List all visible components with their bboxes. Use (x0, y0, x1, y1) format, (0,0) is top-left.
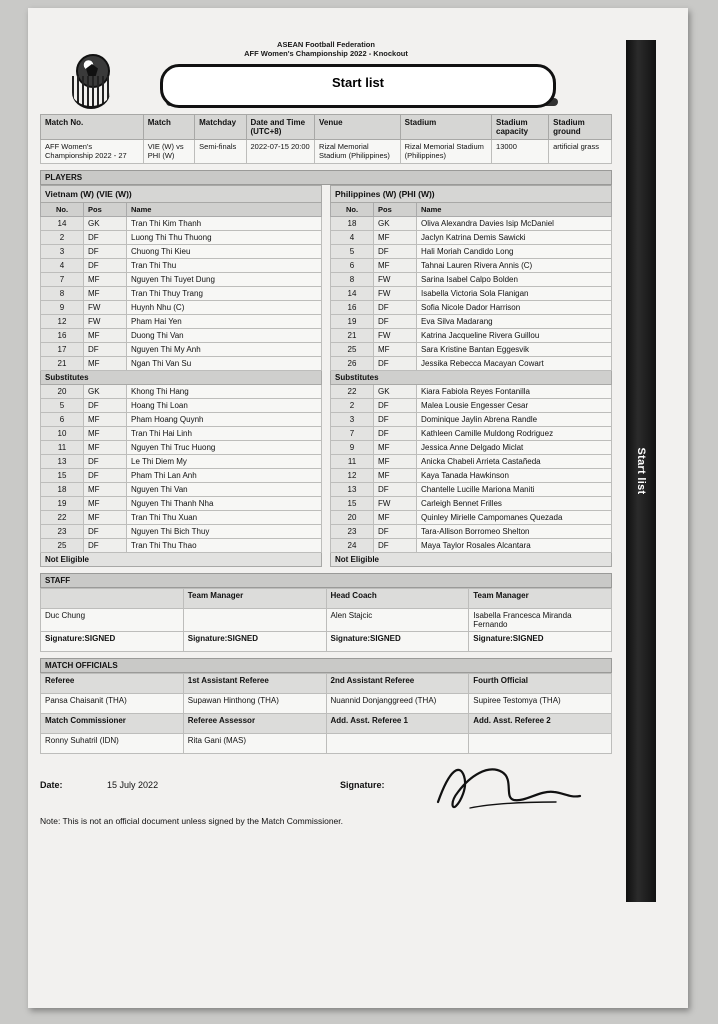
player-name: Duong Thi Van (127, 328, 322, 342)
table-row (331, 454, 612, 468)
staff-label: STAFF (41, 573, 612, 587)
value-add-asst-referee-2 (469, 733, 612, 753)
player-pos: DF (374, 538, 417, 552)
player-pos: MF (84, 510, 127, 524)
staff-right-manager-label: Team Manager (469, 588, 612, 608)
player-pos: FW (374, 286, 417, 300)
team-2-table (330, 185, 612, 567)
col-stadium-ground: Stadium ground (549, 115, 612, 140)
start-list-document (40, 40, 612, 826)
player-pos: DF (374, 482, 417, 496)
player-no: 24 (331, 538, 374, 552)
player-no: 25 (41, 538, 84, 552)
player-no: 22 (331, 384, 374, 398)
player-name: Ngan Thi Van Su (127, 356, 322, 370)
player-pos: MF (84, 286, 127, 300)
label-fourth-official: Fourth Official (469, 673, 612, 693)
player-name: Nguyen Thi Thanh Nha (127, 496, 322, 510)
team-1-name: Vietnam (W) (VIE (W)) (41, 185, 322, 202)
val-matchday: Semi-finals (195, 140, 246, 164)
player-name: Nguyen Thi Truc Huong (127, 440, 322, 454)
player-no: 18 (41, 482, 84, 496)
player-pos: DF (374, 314, 417, 328)
player-no: 23 (41, 524, 84, 538)
player-no: 23 (331, 524, 374, 538)
player-pos: DF (374, 398, 417, 412)
player-no: 15 (41, 468, 84, 482)
staff-left-manager-name (183, 608, 326, 631)
player-name: Nguyen Thi Van (127, 482, 322, 496)
value-1st-assistant-referee: Supawan Hinthong (THA) (183, 693, 326, 713)
staff-name-row (41, 608, 612, 631)
table-row (41, 510, 322, 524)
officials-value-row-1 (41, 693, 612, 713)
match-officials-label: MATCH OFFICIALS (41, 658, 612, 672)
col-stadium-capacity: Stadium capacity (492, 115, 549, 140)
value-referee-assessor: Rita Gani (MAS) (183, 733, 326, 753)
player-pos: DF (374, 524, 417, 538)
player-pos: DF (374, 356, 417, 370)
label-match-commissioner: Match Commissioner (41, 713, 184, 733)
staff-right-manager-signature: Signature:SIGNED (469, 631, 612, 651)
signature-label: Signature: (340, 779, 385, 790)
player-no: 14 (331, 286, 374, 300)
player-name: Tran Thi Thu Thao (127, 538, 322, 552)
player-name: Tran Thi Thu Xuan (127, 510, 322, 524)
staff-right-coach-label: Head Coach (326, 588, 469, 608)
document-footer (40, 780, 612, 826)
player-pos: GK (84, 216, 127, 230)
player-no: 5 (41, 398, 84, 412)
staff-right-coach-name: Alen Stajcic (326, 608, 469, 631)
player-name: Nguyen Thi Tuyet Dung (127, 272, 322, 286)
player-name: Tran Thi Thu (127, 258, 322, 272)
player-pos: MF (374, 342, 417, 356)
player-pos: MF (84, 412, 127, 426)
col-match-no: Match No. (41, 115, 144, 140)
player-no: 19 (331, 314, 374, 328)
val-match-no: AFF Women's Championship 2022 - 27 (41, 140, 144, 164)
table-row (41, 440, 322, 454)
player-no: 18 (331, 216, 374, 230)
table-row (331, 482, 612, 496)
player-no: 9 (331, 440, 374, 454)
table-row (331, 384, 612, 398)
player-pos: DF (84, 244, 127, 258)
table-row (41, 538, 322, 552)
table-row (331, 496, 612, 510)
staff-role-row (41, 588, 612, 608)
player-no: 20 (41, 384, 84, 398)
table-row (41, 258, 322, 272)
binder-strip (626, 40, 656, 902)
player-name: Sofia Nicole Dador Harrison (417, 300, 612, 314)
player-pos: FW (84, 314, 127, 328)
player-no: 7 (41, 272, 84, 286)
value-add-asst-referee-1 (326, 733, 469, 753)
player-no: 26 (331, 356, 374, 370)
team-2-col-no: No. (331, 202, 374, 216)
staff-right-manager-name: Isabella Francesca Miranda Fernando (469, 608, 612, 631)
player-name: Chantelle Lucille Mariona Maniti (417, 482, 612, 496)
table-row (331, 510, 612, 524)
player-name: Oliva Alexandra Davies Isip McDaniel (417, 216, 612, 230)
table-row (331, 314, 612, 328)
table-row (331, 286, 612, 300)
table-row (331, 356, 612, 370)
player-no: 11 (41, 440, 84, 454)
table-row (331, 258, 612, 272)
team-1-col-name: Name (127, 202, 322, 216)
player-no: 12 (331, 468, 374, 482)
federation-line-2: AFF Women's Championship 2022 - Knockout (244, 49, 408, 59)
col-venue: Venue (315, 115, 401, 140)
player-no: 14 (41, 216, 84, 230)
date-label: Date: (40, 779, 63, 790)
team-column-philippines (330, 185, 612, 567)
player-no: 4 (41, 258, 84, 272)
table-row (41, 412, 322, 426)
player-pos: FW (84, 300, 127, 314)
player-pos: MF (374, 440, 417, 454)
table-row (41, 342, 322, 356)
match-info-header-row (41, 115, 612, 140)
player-no: 25 (331, 342, 374, 356)
team-2-name: Philippines (W) (PHI (W)) (331, 185, 612, 202)
player-pos: DF (84, 230, 127, 244)
player-name: Luong Thi Thu Thuong (127, 230, 322, 244)
table-row (41, 496, 322, 510)
table-row (41, 524, 322, 538)
player-pos: GK (84, 384, 127, 398)
player-pos: MF (84, 440, 127, 454)
player-name: Nguyen Thi Bich Thuy (127, 524, 322, 538)
player-name: Dominique Jaylin Abrena Randle (417, 412, 612, 426)
player-pos: MF (84, 426, 127, 440)
col-match: Match (143, 115, 194, 140)
player-name: Kathleen Camille Muldong Rodriguez (417, 426, 612, 440)
team-2-col-pos: Pos (374, 202, 417, 216)
label-add-asst-referee-1: Add. Asst. Referee 1 (326, 713, 469, 733)
players-section-header (40, 170, 612, 185)
team-1-table (40, 185, 322, 567)
player-name: Isabella Victoria Sola Flanigan (417, 286, 612, 300)
value-fourth-official: Supiree Testomya (THA) (469, 693, 612, 713)
handwritten-signature-icon (430, 758, 590, 814)
player-pos: MF (374, 468, 417, 482)
player-no: 6 (41, 412, 84, 426)
player-name: Carleigh Bennet Frilles (417, 496, 612, 510)
label-2nd-assistant-referee: 2nd Assistant Referee (326, 673, 469, 693)
table-row (41, 398, 322, 412)
match-info-table (40, 114, 612, 164)
binder-label: Start list (635, 447, 647, 495)
player-name: Sara Kristine Bantan Eggesvik (417, 342, 612, 356)
team-1-col-pos: Pos (84, 202, 127, 216)
player-name: Jessica Anne Delgado Miclat (417, 440, 612, 454)
table-row (41, 328, 322, 342)
players-label: PLAYERS (41, 170, 612, 184)
player-name: Nguyen Thi My Anh (127, 342, 322, 356)
table-row (331, 440, 612, 454)
federation-crest-icon (72, 54, 118, 106)
table-row (41, 454, 322, 468)
player-pos: MF (374, 510, 417, 524)
player-pos: MF (374, 454, 417, 468)
player-no: 10 (41, 426, 84, 440)
player-pos: DF (374, 426, 417, 440)
player-no: 7 (331, 426, 374, 440)
player-name: Malea Lousie Engesser Cesar (417, 398, 612, 412)
staff-signature-row (41, 631, 612, 651)
table-row (41, 244, 322, 258)
player-pos: FW (374, 328, 417, 342)
val-stadium: Rizal Memorial Stadium (Philippines) (400, 140, 491, 164)
team-1-substitutes-label: Substitutes (41, 370, 322, 384)
staff-left-person-signature: Signature:SIGNED (41, 631, 184, 651)
value-match-commissioner: Ronny Suhatril (IDN) (41, 733, 184, 753)
federation-line-1: ASEAN Football Federation (277, 40, 375, 49)
player-name: Eva Silva Madarang (417, 314, 612, 328)
table-row (331, 468, 612, 482)
officials-table (40, 673, 612, 754)
staff-table (40, 588, 612, 652)
player-no: 19 (41, 496, 84, 510)
team-1-col-no: No. (41, 202, 84, 216)
staff-section-header (40, 573, 612, 588)
player-name: Maya Taylor Rosales Alcantara (417, 538, 612, 552)
staff-left-manager-signature: Signature:SIGNED (183, 631, 326, 651)
player-pos: MF (84, 328, 127, 342)
col-matchday: Matchday (195, 115, 246, 140)
table-row (41, 314, 322, 328)
page-title: Start list (331, 75, 384, 90)
label-1st-assistant-referee: 1st Assistant Referee (183, 673, 326, 693)
player-pos: DF (84, 398, 127, 412)
footer-note: Note: This is not an official document unless signed by the Match Commissioner. (40, 815, 344, 826)
label-add-asst-referee-2: Add. Asst. Referee 2 (469, 713, 612, 733)
player-no: 8 (331, 272, 374, 286)
table-row (41, 426, 322, 440)
player-pos: DF (374, 300, 417, 314)
player-pos: MF (374, 230, 417, 244)
player-name: Kiara Fabiola Reyes Fontanilla (417, 384, 612, 398)
val-stadium-ground: artificial grass (549, 140, 612, 164)
player-pos: FW (374, 272, 417, 286)
player-name: Jaclyn Katrina Demis Sawicki (417, 230, 612, 244)
team-2-col-name: Name (417, 202, 612, 216)
table-row (331, 398, 612, 412)
player-no: 21 (41, 356, 84, 370)
player-no: 16 (41, 328, 84, 342)
player-no: 13 (41, 454, 84, 468)
table-row (41, 300, 322, 314)
player-pos: DF (84, 468, 127, 482)
player-pos: FW (374, 496, 417, 510)
val-match: VIE (W) vs PHI (W) (143, 140, 194, 164)
team-2-not-eligible: Not Eligible (331, 552, 612, 566)
table-row (331, 272, 612, 286)
player-no: 15 (331, 496, 374, 510)
col-date-time: Date and Time (UTC+8) (246, 115, 315, 140)
player-pos: DF (84, 258, 127, 272)
staff-left-role-blank (41, 588, 184, 608)
table-row (41, 482, 322, 496)
team-2-substitutes-label: Substitutes (331, 370, 612, 384)
val-date-time: 2022-07-15 20:00 (246, 140, 315, 164)
val-venue: Rizal Memorial Stadium (Philippines) (315, 140, 401, 164)
player-pos: DF (84, 342, 127, 356)
player-no: 6 (331, 258, 374, 272)
player-pos: MF (84, 482, 127, 496)
player-name: Anicka Chabeli Arrieta Castañeda (417, 454, 612, 468)
player-name: Tran Thi Thuy Trang (127, 286, 322, 300)
player-name: Kaya Tanada Hawkinson (417, 468, 612, 482)
date-value: 15 July 2022 (107, 779, 159, 790)
table-row (331, 216, 612, 230)
table-row (331, 230, 612, 244)
player-name: Jessika Rebecca Macayan Cowart (417, 356, 612, 370)
player-pos: GK (374, 384, 417, 398)
player-name: Tran Thi Hai Linh (127, 426, 322, 440)
player-pos: MF (84, 356, 127, 370)
officials-label-row-1 (41, 673, 612, 693)
player-no: 11 (331, 454, 374, 468)
team-column-vietnam (40, 185, 322, 567)
player-no: 12 (41, 314, 84, 328)
table-row (331, 342, 612, 356)
player-pos: DF (84, 538, 127, 552)
table-row (41, 286, 322, 300)
player-no: 2 (331, 398, 374, 412)
label-referee: Referee (41, 673, 184, 693)
table-row (331, 300, 612, 314)
document-title-box (160, 64, 556, 108)
player-pos: DF (84, 454, 127, 468)
table-row (41, 468, 322, 482)
player-name: Pham Hai Yen (127, 314, 322, 328)
player-pos: MF (84, 272, 127, 286)
val-stadium-capacity: 13000 (492, 140, 549, 164)
player-pos: MF (374, 258, 417, 272)
player-pos: DF (374, 412, 417, 426)
staff-left-person: Duc Chung (41, 608, 184, 631)
table-row (41, 384, 322, 398)
player-name: Sarina Isabel Calpo Bolden (417, 272, 612, 286)
player-no: 3 (41, 244, 84, 258)
player-no: 2 (41, 230, 84, 244)
match-info-value-row (41, 140, 612, 164)
player-no: 22 (41, 510, 84, 524)
table-row (331, 244, 612, 258)
player-name: Khong Thi Hang (127, 384, 322, 398)
team-1-not-eligible: Not Eligible (41, 552, 322, 566)
table-row (331, 426, 612, 440)
player-no: 13 (331, 482, 374, 496)
value-2nd-assistant-referee: Nuannid Donjanggreed (THA) (326, 693, 469, 713)
label-referee-assessor: Referee Assessor (183, 713, 326, 733)
table-row (331, 328, 612, 342)
player-no: 16 (331, 300, 374, 314)
player-name: Tara-Allison Borromeo Shelton (417, 524, 612, 538)
table-row (331, 538, 612, 552)
player-no: 3 (331, 412, 374, 426)
player-name: Huynh Nhu (C) (127, 300, 322, 314)
player-no: 8 (41, 286, 84, 300)
player-pos: GK (374, 216, 417, 230)
player-name: Chuong Thi Kieu (127, 244, 322, 258)
player-no: 4 (331, 230, 374, 244)
player-name: Le Thi Diem My (127, 454, 322, 468)
officials-label-row-2 (41, 713, 612, 733)
player-name: Tran Thi Kim Thanh (127, 216, 322, 230)
table-row (331, 412, 612, 426)
player-no: 21 (331, 328, 374, 342)
value-referee: Pansa Chaisanit (THA) (41, 693, 184, 713)
player-pos: MF (84, 496, 127, 510)
staff-left-manager-label: Team Manager (183, 588, 326, 608)
officials-section-header (40, 658, 612, 673)
player-name: Hali Moriah Candido Long (417, 244, 612, 258)
officials-value-row-2 (41, 733, 612, 753)
staff-right-coach-signature: Signature:SIGNED (326, 631, 469, 651)
player-no: 20 (331, 510, 374, 524)
player-name: Pham Hoang Quynh (127, 412, 322, 426)
table-row (41, 272, 322, 286)
table-row (41, 230, 322, 244)
col-stadium: Stadium (400, 115, 491, 140)
player-no: 5 (331, 244, 374, 258)
player-pos: DF (374, 244, 417, 258)
table-row (41, 216, 322, 230)
table-row (331, 524, 612, 538)
player-no: 9 (41, 300, 84, 314)
table-row (41, 356, 322, 370)
player-name: Katrina Jacqueline Rivera Guillou (417, 328, 612, 342)
player-name: Pham Thi Lan Anh (127, 468, 322, 482)
player-no: 17 (41, 342, 84, 356)
player-name: Hoang Thi Loan (127, 398, 322, 412)
player-pos: DF (84, 524, 127, 538)
player-name: Quinley Mirielle Campomanes Quezada (417, 510, 612, 524)
player-name: Tahnai Lauren Rivera Annis (C) (417, 258, 612, 272)
